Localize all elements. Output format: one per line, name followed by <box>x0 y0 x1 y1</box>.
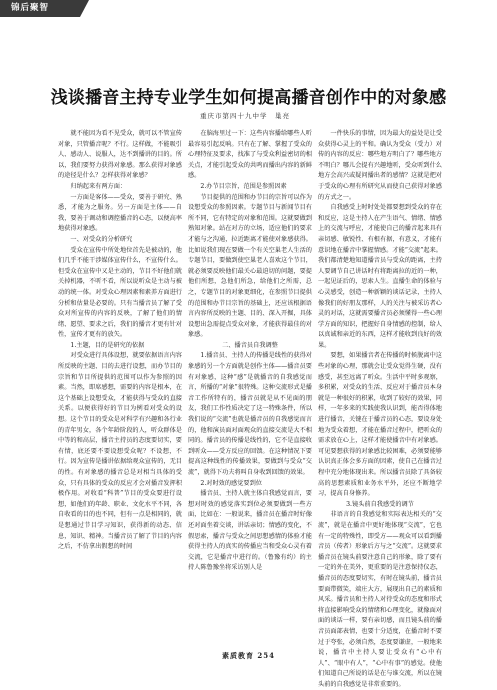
paragraph: 受众在宣传中所处地位首先是被动的，他们几乎不能干涉媒体宣传什么，不宣传什么。但受众在宣传中又是主动的，节目不好他们就关掉机器，不听不看，所以说听众是主动与被动的统一体。对受众心理因素和素养方面进行分析和估量是必要的。只有当播音员了解了受众对所宣传的内容的反映，了解了他们的情绪、愿望、要求之后，我们的播音才更有针对性，宣传才更有的放矢。 <box>58 246 182 339</box>
text-column-1 <box>58 129 182 634</box>
paragraph: 1.播音员、主持人的传播是线性的获得对象感的另一个方面就是创作主体——播音员要有对象感，这种“感”是就播音的自我感觉而言，所播的“对象”很特殊。这种交流形式是播音工作所特有的，播音员就是从不见面的朋友，我们工作性质决定了这一特殊条件，所以我们说的“交流”也就是播音员的自我感觉而言的，他和演员面对面观众的直接交流是大不相同的。播音员的传播是线性的，它不是直接收到听众——受方反应的回馈。在这种情况下要提高这种线性的传播效果，要做到与受众“交流”，就得下功夫将叫自身收到回馈的效果。 <box>188 352 312 476</box>
subsection-heading: 2.对时效的感觉要到位 <box>200 479 262 487</box>
article-author: 重庆市第四十九中学 巢亮 <box>200 112 290 120</box>
subsection-heading: 2.办节目宗旨，范围是参照因素 <box>200 182 287 190</box>
paragraph: 对受众进行具体设想，就要依据语言内容所反映的主题、目的去进行设想，而办节目的宗旨和节目所提供的范围可以作为参照的因素。当然，即席感想，需要的内容是根本，在这个基础上设想受众，才能获得与受众的直接关系。以便获得好的节目为例看对受众的设想。这个节目的受众是对科学有兴趣和各行业的青年男女，各个年龄阶段的人，听众群体是中等的和高层，播音主持员的态度要切实，要有情，底还要不要设想受众呢？不设想，不行。因为宣传是播讲依据给观众宣传的，无目的性。有对象感的播音总是对相当具体的受众，只有具体的受众的反应才会对播音发挥积极作用。对收看“科普”节目的受众要进行设想，如他们的年龄、职业、文化水平不同，各自收看的目的也不同，但有一点是相同的，就是想通过节目学习知识，获得新的动态、信息，知识、精神。当播音员了解了节目的内容之后，不仿拿出假想的时间 <box>58 352 182 551</box>
paragraph: 非语言的自我感觉和实际表达相关的“交流”，就是在播音中更好地体现“交流”，它也有一定的特殊性，即受方——观众可以看到播音员（传者）形象后方与之“交流”。这就要求播音员在镜头前要注意自己的形象，除了要有一定的外在美外，更重要的是注意保持仪态，播音员的态度要切实，有时在镜头前，播音员要面带微笑，端庄大方，展现出自己的素质和风采。播音员和主持人对待受众的态度和形式将直接影响受众的情绪和心理变化，就像面对面的谈话一样，要有亲切感，而且镜头前的播音员面部表情，也要十分适度，在播音时不要过于夸张，必须自然，态度要谦虚，一般地来说，播音中主持人要让受众有“心中有人”、“眼中有人”，“心中有事”的感觉。使他们知道自己所说的话是在与谁交流，所以在镜头前的自我感觉是非常重要的。 <box>318 511 442 688</box>
text-column-2 <box>188 129 312 634</box>
paragraph: 一件快乐的事情，因为最大的益处是让受众获得心灵上的平和。确认为受众（受力）对传的内容的反应：哪些地方明白了？哪些地方不明白？哪儿会提有兴趣地听，受众听到什么地方会高兴或疑问播出者的感情？这就是把对于受众的心理有所研究从而使自己获得对象感的方式之一。 <box>318 130 442 201</box>
paragraph: 播音员、主持人就主体自我感觉而言，要想对时效的感觉落实到位必须要做到一些方面，比如在：一般说来，播音员在播音时好像还对面坐着交谈，讲话亲切；情感的变化，不假思索，播音与受众之间思想感情的体验才能获得主持人的真实的传播应当和受众心灵有着交流，它是播音中进行的。（鲁豫有约）的主持人陈鲁豫坐将采访别人是 <box>188 490 312 572</box>
paragraph: 自我感受上时时处处都要想到受众的存在和反应，这是主持人在产生语气、情绪、情感上的交流与呼应，才能使自己的播音起来具有亲切感、敏锐性、有根有据，有意义，才能有意识地在播音中掌握情感。才能“交流”起来。我们都清楚地知道播音员与受众的距离，主持人要调节自己讲话时有将距离拉的近的一种，一起见证后的，思索人生。直播生命的体验与心灵感受，创造一种新颖的谈话记录，主持人像我们的好朋友那样，人的关注与被采访者心灵的对话，这就需要播音员必须懂得一些心理学方面的知识，把握好自身情感的控制，给人以真诚和亲近的东西，这样才能收到良好的效果。 <box>318 204 442 349</box>
subsection-heading: 3.镜头前自我感受的调节 <box>346 500 414 508</box>
page-footer: 素质教育 254 <box>221 651 276 660</box>
section-heading: 二、播音员自我调整 <box>222 341 278 349</box>
paragraph: 就不能因为看不见受众，就可以不管宣传对象，只管播音呢？不行。这样做，不能吸引人、感动人、说服人，达不到播讲的目的。所以，我们要努力获得对象感。那么获得对象感的途径是什么？怎样获得对象感？ <box>58 130 182 180</box>
section-tag: 锦后聚智 <box>0 0 80 17</box>
paragraph: 在脑海里过一下：这些内容播给哪些人听最容易引起反响。只有在了解、掌握了受众的心理特征及要求，找准了与受众利益密切的相关点，才能引起受众的共鸣而播出内容的新鲜感。 <box>188 130 312 180</box>
paragraph: 节目提供的范围和办节目的宗旨可以作为设想受众的参照因素。专题节目与新闻节目有所不同，它有特定的对象和范围。这就要做到熟知对象。站在对方的立场，适应他们的要求才能与之沟通，拉近距离才能使对象感获得。比如说我们现在要做一个有关空巢老人生活的专题节目，要做到使空巢老人喜欢这个节目，就必须要反映他们最关心最迫切的问题，要提他们所想，急他们所急，给他们之所需，总之，专题节目的对象更细化，在参照节目提供的范围和办节目宗旨的基础上，还应该根据语言内容所反映的主题、目的、深入开掘，具体设想出急需提点受众对象，才能获得最佳的对象感。 <box>188 193 312 339</box>
paragraph: 一方面是客体——受众，要善于研究、熟悉，才能为之服务。另一方面是主体——自我，要善于调动和调控播音的心态，以便高率地获得对象感。 <box>58 193 182 233</box>
section-heading: 一、对受众的分析研究 <box>70 235 133 243</box>
article-title: 浅谈播音主持专业学生如何提高播音创作中的对象感 <box>50 88 447 108</box>
subsection-heading: 1.主题，目的是研究的依据 <box>70 341 145 349</box>
paragraph: 要想，如果播音者在传播的时候脱离中这些对象的心理，那就会让受众觉得生硬，没有感受，甚至远离了听众。生活中平时多观察，多积累，对受众的生活、反应对于播音员本身就是一种很好的积累，收到了较好的效果，同样，一年多来的实践使我认识到，能否得体地进行播音，关键在于播音员的心态，要设身处地为受众着想，才能在播音过程中，把听众的需求放在心上，这样才能使播音中有对象感。可见要想获得的对象感比较困难，必须要能够认识真正体会多方面的因素，使自己在播音过程中充分地体现出来。所以播音员除了具备较高的思想素质和业务水平外，还应不断地学习，提高自身修养。 <box>318 352 442 498</box>
paragraph: 归纳起来有两方面： <box>70 182 127 190</box>
text-column-3 <box>318 129 442 688</box>
